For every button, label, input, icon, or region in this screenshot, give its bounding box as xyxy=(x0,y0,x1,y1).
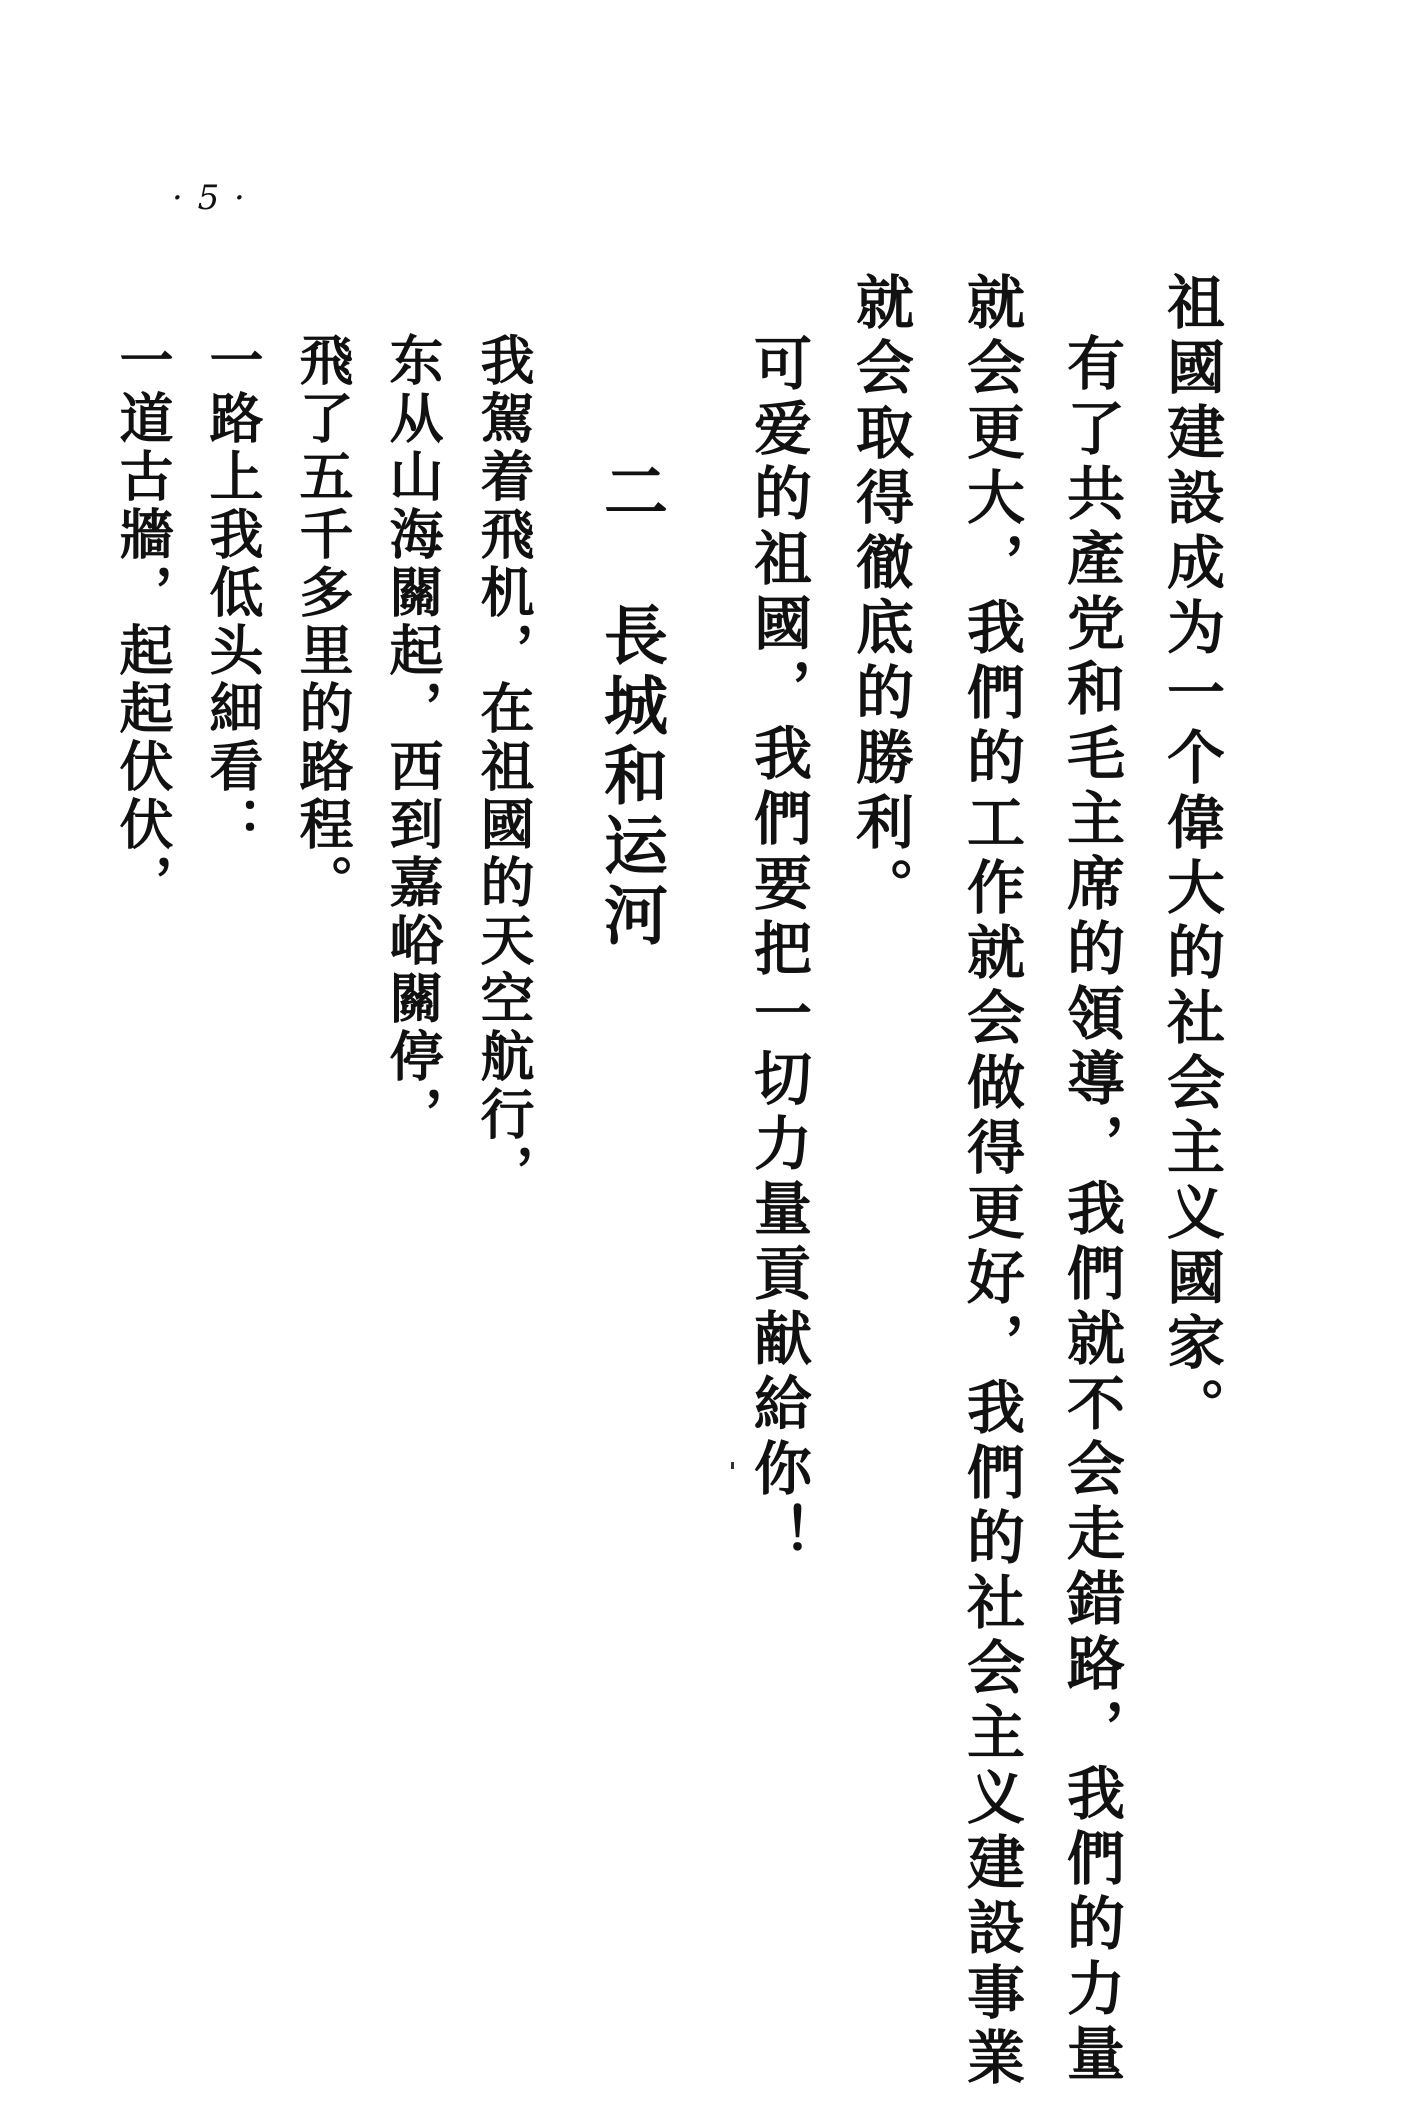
poem-line-2: 东从山海關起，西到嘉峪關停， xyxy=(381,332,445,1144)
paragraph-line-4: 就会取得徹底的勝利。 xyxy=(846,272,914,922)
poem-line-1: 我駕着飛机，在祖國的天空航行， xyxy=(472,332,536,1202)
paragraph-line-3: 就会更大，我們的工作就会做得更好，我們的社会主义建設事業 xyxy=(957,272,1025,2092)
section-title: 長城和运河 xyxy=(593,602,668,952)
paragraph-line-1: 祖國建設成为一个偉大的社会主义國家。 xyxy=(1157,272,1225,1442)
section-heading xyxy=(593,458,668,952)
paragraph-line-2: 有了共產党和毛主席的領導，我們就不会走錯路，我們的力量 xyxy=(1057,333,1125,2088)
page-number: · 5 · xyxy=(172,178,247,218)
poem-line-3: 飛了五千多里的路程。 xyxy=(291,332,355,912)
poem-line-4: 一路上我低头細看： xyxy=(201,332,265,854)
print-speck xyxy=(731,1462,734,1469)
poem-line-5: 一道古牆，起起伏伏， xyxy=(111,332,175,912)
section-number: 二 xyxy=(593,458,668,528)
paragraph-line-5: 可爱的祖國，我們要把一切力量貢献給你！ xyxy=(744,333,812,1568)
